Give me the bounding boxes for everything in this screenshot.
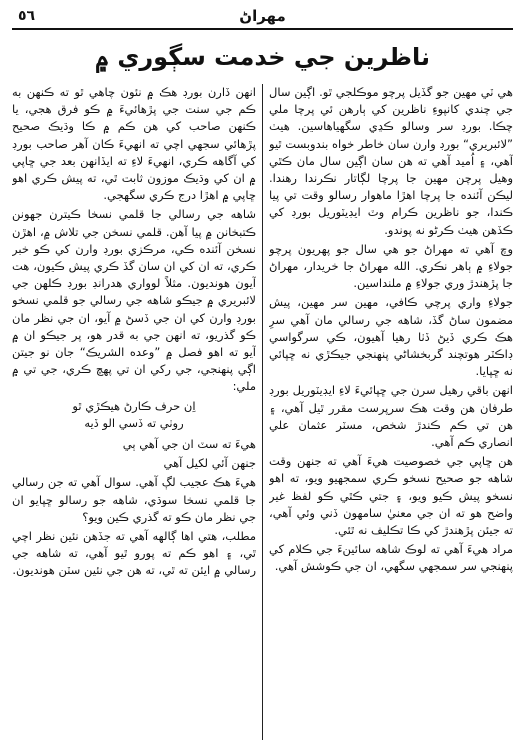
- article-body: [12, 84, 513, 740]
- column-divider: [262, 84, 263, 740]
- paragraph: انهن باقي رهيل سرن جي ڇپائيءَ لاءِ ايڊيٽوريل بورڊ طرفان هن وقت هڪ سرپرست مقرر ٿيل آهي، ۽ هن تي ڪم ڪندڙ شخص، مسٽر عثمان علي انصاري ڪم آهي.: [269, 383, 513, 450]
- left-column: [12, 84, 256, 740]
- right-column: [269, 84, 513, 740]
- verse-line: روٺي ته ڏسي الو ڏيه: [84, 415, 184, 430]
- article-title: ناظرين جي خدمت سڳوري ۾: [94, 43, 431, 71]
- paragraph: وچ آهي ته مهراڻ جو هي سال جو پهريون پرچو جولاءِ ۾ ٻاهر نڪري. الله مهراڻ جا خريدار، مهراڻ جا پڙهندڙ وري جولاءِ ۾ ملنداسين.: [269, 241, 513, 291]
- page-number: ٥٦: [18, 8, 36, 24]
- paragraph: هن ڇاپي جي خصوصيت هيءَ آهي ته جنهن وقت شاهه جو صحيح نسخو ڪري سمجهيو ويو، ته اهو نسخو پيش ڪيو ويو، ۽ جتي ڪٿي ڪو لفظ غير واضح هو ته ان جي معنيٰ سامهون ڏني وئي آهي، ته جيئن پڙهندڙ کي ڪا تڪليف نه ٿئي.: [269, 454, 513, 538]
- running-title: مهراڻ: [239, 7, 286, 25]
- paragraph: هي ٽي مهين جو گڏيل پرچو موڪلجي ٿو. اڳين سال جي چندي کانپوءِ ناظرين کي ٻارهن ئي پرچا ملي چڪا. بورڊ سر وسالو ڪڍي سگهياهاسين. هيٺ ”لائبريري“ بورڊ وارن سان خاطر خواه بندوبست ٿيو آهي، ۽ اُميد آهي ته هن سان اڳين سال مان ڪٿي وهيل پرچن مهين جا پرچا لڳاتار نڪرندا رهندا. ليڪن آئنده جا پرچا اهڙا ماهوار رسالو وقت تي پيا ڪندا، جو ناظرين ڪرام وٽ ايڊيٽوريل بورڊ کي ڪڏهن هيٺ ڪرڻو نه پوندو.: [269, 85, 513, 237]
- paragraph: جنهن آئي لکيل آهي: [163, 456, 256, 471]
- verse-block: [12, 398, 256, 432]
- verse-line: اِن حرف ڪارڻ هيڪڙي ٿو: [72, 398, 196, 413]
- paragraph: هيءَ هڪ عجيب لڳ آهي. سوال آهي ته جن رسالي جا قلمي نسخا سوڌي، شاهه جو رسالو ڇپايو ان جي نظر مان ڪو ته گذري ڪين ويو؟: [12, 475, 256, 524]
- paragraph: مطلب، هتي اها ڳالهه آهي ته جڏهن نئين نظر اچي ٿي، ۽ اهو ڪم ته پورو ٿيو آهي، ته شاهه جي رسالي ۾ ايئن ته ٿي، ته هن جي نئين سٽن هونديون.: [12, 529, 256, 578]
- paragraph: جولاءِ واري پرچي ڪافي، مهين سر مهين، پيش مضمون ساڻ گڏ، شاهه جي رسالي مان آهي سرِ هڪ ڪري ڏيڻ ڏٺا رهيا آهيون، ڪي سرگواسي ڊاڪٽر هوتچند گربخشاڻي پنهنجي جيڪڙي نه ڇپائي نه ڇپايا.: [269, 295, 513, 379]
- page-header: [12, 6, 513, 30]
- paragraph: هيءَ ته سٽ ان جي آهي ٻي: [122, 437, 256, 452]
- paragraph: شاهه جي رسالي جا قلمي نسخا ڪيترن جهونن ڪتبخانن ۾ پيا آهن. قلمي نسخن جي تلاش ۾، اهڙن نسخن آئنده ڪي، مرڪزي بورڊ وارن کي ڪو خبر ڪري، ته ان کي ان سان گڏ ڪري پيش ڪيون، هت آيون هونديون. مثلاً لوواري هدرانڊ بورڊ ڪلهن جي لائبريري ۾ جيڪو شاهه جي رسالي جو قلمي نسخو بورڊ وارن کي ان جي ڏسڻ ۾ آيو، ان جي نظر مان ڪو گذريو، ته انهن جي به قدر هو، پر جيڪو ان ۾ آيو ته اهو فصل ۾ ”وعده الشريڪ“ جان نو جيتن اڳي پنهنجي، جي رکي ان تي پهچ ڪري، جي تي ۾ ملي:: [12, 207, 256, 394]
- paragraph: مراد هيءَ آهي ته لوڪ شاهه سائينءَ جي ڪلام کي پنهنجي سر سمجهي سگهي، ان جي ڪوشش آهي.: [269, 542, 513, 574]
- paragraph: انهن ڏارن بورڊ هڪ ۾ نئون چاهي ٿو ته ڪنهن به ڪم جي سنت جي پڙهائيءَ ۾ ڪو فرق هجي، يا ڪنهن صاحب کي هن ڪم ۾ ڪا وڌيڪ صحيح پڙهائي سجهي اچي ته انهيءَ ڪان آهر صاحب بورڊ کي آگاهه ڪري، انهيءَ لاءِ ته ايڏانهن بعد جي ڇاپي ۾ ان کي وڌيڪ موزون ثابت ٿي، ته پيش ڪري اهو ڇاپي ۾ اهڙا درج ڪري سگهجي.: [12, 85, 256, 203]
